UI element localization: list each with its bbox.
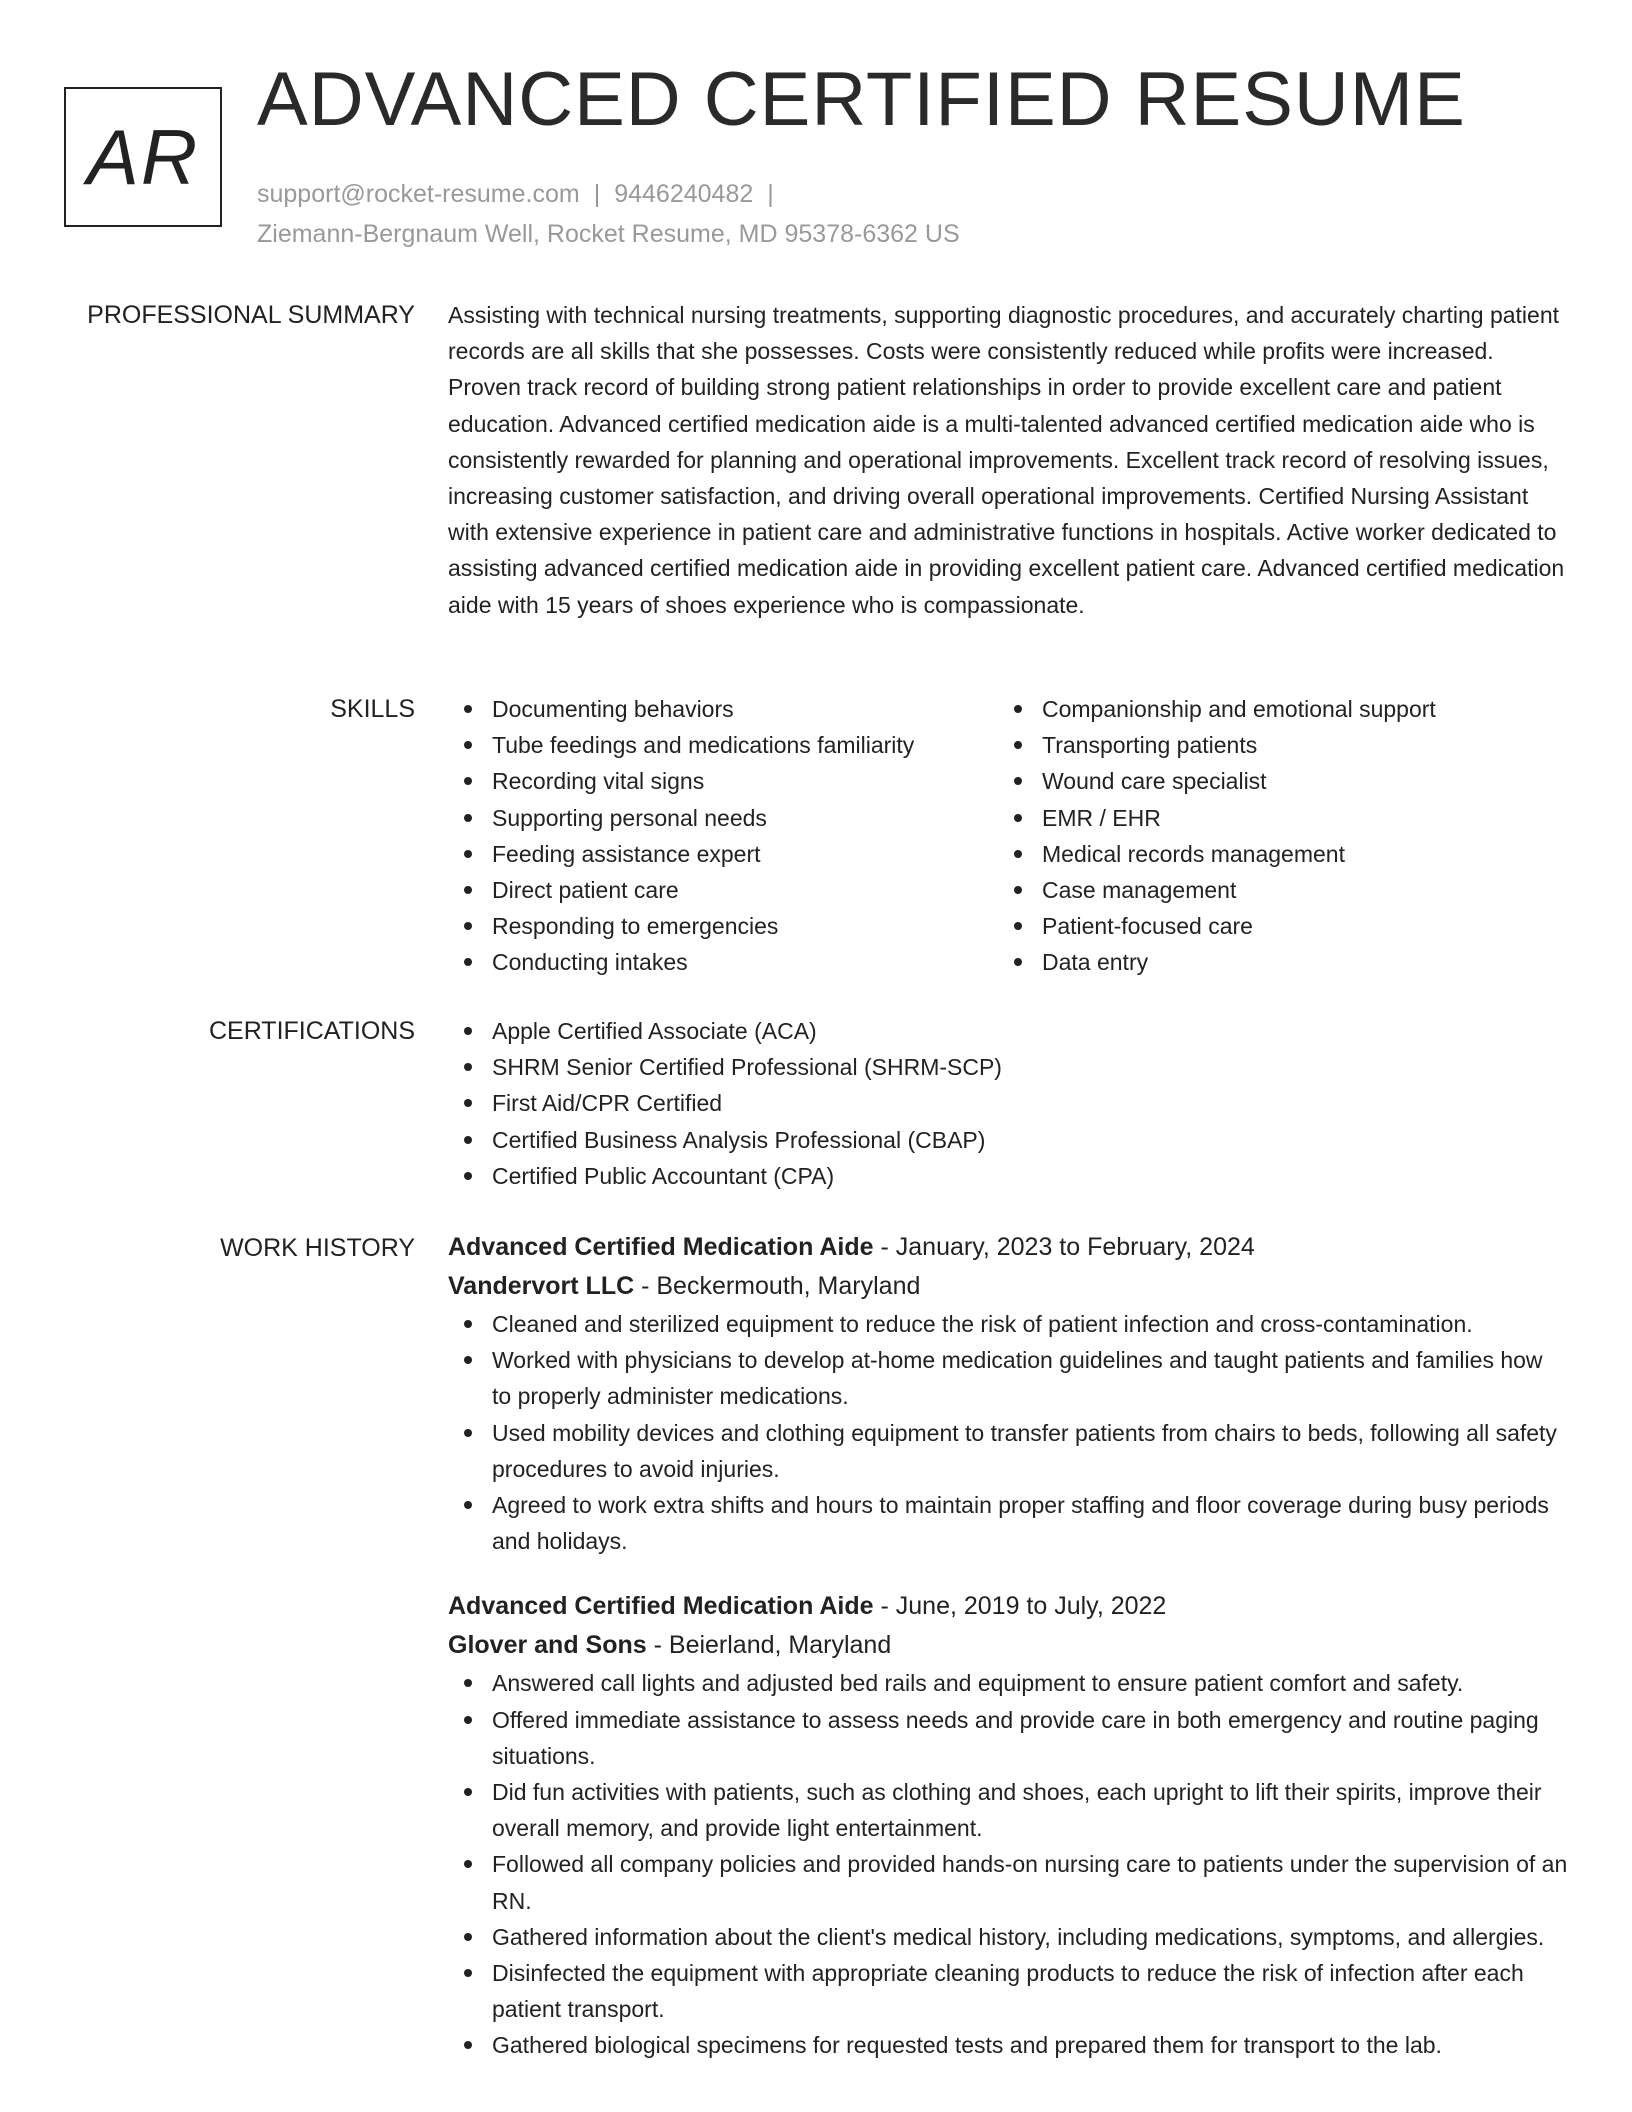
certification-item: First Aid/CPR Certified (448, 1085, 1568, 1121)
certification-item: Certified Business Analysis Professional (CBAP) (448, 1122, 1568, 1158)
skills-heading: SKILLS (330, 695, 415, 723)
email: support@rocket-resume.com (257, 180, 580, 208)
skill-item: Feeding assistance expert (448, 836, 998, 872)
summary-text: Assisting with technical nursing treatments, supporting diagnostic procedures, and accurately charting patient records are all skills that she possesses. Costs were consistently reduced while profits were increased. Proven track record of building strong patient relationships in order to provide excellent care and patient education. Advanced certified medication aide is a multi-talented advanced certified medication aide who is consistently rewarded for planning and operational improvements. Excellent track record of resolving issues, increasing customer satisfaction, and driving overall operational improvements. Certified Nursing Assistant with extensive experience in patient care and administrative functions in hospitals. Active worker dedicated to assisting advanced certified medication aide in providing excellent patient care. Advanced certified medication aide with 15 years of shoes experience who is compassionate. (448, 302, 1565, 618)
job-company-line (448, 1626, 1568, 1665)
skill-item: Transporting patients (998, 727, 1548, 763)
job-bullet: Disinfected the equipment with appropriate cleaning products to reduce the risk of infection after each patient transport. (448, 1955, 1568, 2027)
skill-item: Recording vital signs (448, 763, 998, 799)
job-bullet: Answered call lights and adjusted bed rails and equipment to ensure patient comfort and safety. (448, 1665, 1568, 1701)
resume-name: ADVANCED CERTIFIED RESUME (257, 57, 1466, 142)
certification-item: Apple Certified Associate (ACA) (448, 1013, 1568, 1049)
skill-item: Conducting intakes (448, 944, 998, 980)
job-bullet: Followed all company policies and provided hands-on nursing care to patients under the supervision of an RN. (448, 1846, 1568, 1918)
job-bullet: Cleaned and sterilized equipment to reduce the risk of patient infection and cross-contamination. (448, 1306, 1568, 1342)
skill-item: Patient-focused care (998, 908, 1548, 944)
monogram-logo (64, 87, 222, 227)
phone: 9446240482 (614, 180, 754, 208)
job-role: Advanced Certified Medication Aide (448, 1233, 874, 1261)
address: Ziemann-Bergnaum Well, Rocket Resume, MD 95378-6362 US (257, 220, 960, 248)
skill-item: Tube feedings and medications familiarity (448, 727, 998, 763)
certifications-list (448, 1013, 1568, 1194)
skills-list-right (998, 691, 1548, 981)
job-location: - Beckermouth, Maryland (634, 1272, 921, 1300)
skill-item: Medical records management (998, 836, 1548, 872)
job-bullet: Worked with physicians to develop at-home medication guidelines and taught patients and families how to properly administer medications. (448, 1342, 1568, 1414)
job-location: - Beierland, Maryland (646, 1631, 892, 1660)
job-title-line (448, 1228, 1568, 1267)
certifications-body (448, 1013, 1568, 1194)
job-dates: - June, 2019 to July, 2022 (873, 1592, 1167, 1621)
contact-line-1 (257, 174, 960, 214)
job-company: Vandervort LLC (448, 1272, 635, 1300)
job-entry (448, 1587, 1568, 2063)
skills-list-left (448, 691, 998, 981)
job-entry (448, 1228, 1568, 1559)
job-bullets (448, 1306, 1568, 1559)
job-bullet: Agreed to work extra shifts and hours to maintain proper staffing and floor coverage during busy periods and holidays. (448, 1487, 1568, 1559)
certification-item: Certified Public Accountant (CPA) (448, 1158, 1568, 1194)
skill-item: Documenting behaviors (448, 691, 998, 727)
job-company-line (448, 1267, 1568, 1306)
skill-item: Case management (998, 872, 1548, 908)
work-history-body (448, 1228, 1568, 2064)
skills-columns (448, 691, 1568, 981)
job-bullets (448, 1665, 1568, 2063)
job-dates: - January, 2023 to February, 2024 (873, 1233, 1255, 1261)
skill-item: Wound care specialist (998, 763, 1548, 799)
summary-heading: PROFESSIONAL SUMMARY (87, 301, 415, 329)
job-bullet: Used mobility devices and clothing equipment to transfer patients from chairs to beds, following all safety procedures to avoid injuries. (448, 1415, 1568, 1487)
skills-body (448, 691, 1568, 981)
contact-separator: | (593, 180, 601, 208)
monogram-text: AR (86, 112, 200, 201)
skill-item: Companionship and emotional support (998, 691, 1548, 727)
contact-separator: | (767, 180, 774, 208)
skill-item: Direct patient care (448, 872, 998, 908)
skill-item: Supporting personal needs (448, 800, 998, 836)
certification-item: SHRM Senior Certified Professional (SHRM-SCP) (448, 1049, 1568, 1085)
job-bullet: Gathered information about the client's medical history, including medications, symptoms, and allergies. (448, 1919, 1568, 1955)
skill-item: Responding to emergencies (448, 908, 998, 944)
job-title-line (448, 1587, 1568, 1626)
job-role: Advanced Certified Medication Aide (448, 1592, 874, 1621)
job-company: Glover and Sons (448, 1631, 647, 1660)
work-history-heading: WORK HISTORY (220, 1234, 415, 1262)
summary-body (448, 297, 1568, 623)
job-bullet: Gathered biological specimens for requested tests and prepared them for transport to the lab. (448, 2027, 1568, 2063)
certifications-heading: CERTIFICATIONS (208, 1017, 415, 1045)
job-bullet: Offered immediate assistance to assess needs and provide care in both emergency and routine paging situations. (448, 1702, 1568, 1774)
skill-item: Data entry (998, 944, 1548, 980)
job-bullet: Did fun activities with patients, such as clothing and shoes, each upright to lift their spirits, improve their overall memory, and provide light entertainment. (448, 1774, 1568, 1846)
contact-info (257, 174, 960, 254)
skill-item: EMR / EHR (998, 800, 1548, 836)
